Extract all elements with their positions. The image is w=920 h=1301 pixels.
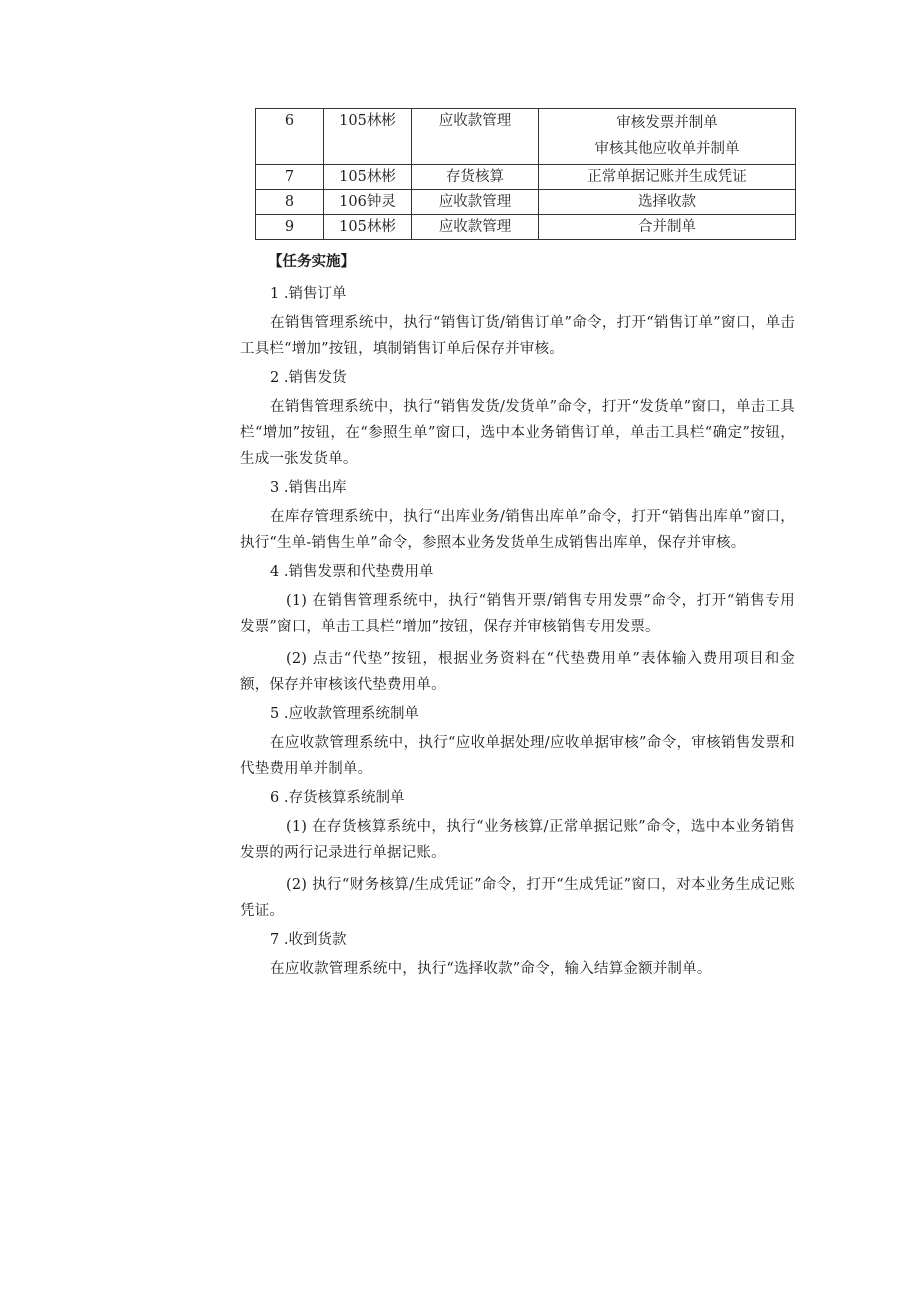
step-heading: 2 .销售发货 xyxy=(270,370,347,386)
operator: 105林彬 xyxy=(324,109,412,165)
step-paragraph: 在应收款管理系统中，执行“应收单据处理/应收单据审核”命令，审核销售发票和代垫费用单并制单。 xyxy=(240,735,795,777)
row-number: 9 xyxy=(256,215,324,240)
table-row xyxy=(256,109,796,165)
step-paragraph: (2) 点击“代垫”按钮，根据业务资料在“代垫费用单”表体输入费用项目和金额，保存并审核该代垫费用单。 xyxy=(240,651,795,693)
task-text: 审核其他应收单并制单 xyxy=(594,141,740,157)
step-paragraph: 在销售管理系统中，执行“销售发货/发货单”命令，打开“发货单”窗口，单击工具栏“增加”按钮，在“参照生单”窗口，选中本业务销售订单，单击工具栏“确定”按钮，生成一张发货单。 xyxy=(240,399,795,467)
task-implementation xyxy=(240,246,795,982)
section-title: 【任务实施】 xyxy=(268,253,355,270)
task-text: 选择收款 xyxy=(539,190,796,215)
task-table xyxy=(255,108,796,240)
step-paragraph: 在应收款管理系统中，执行“选择收款”命令，输入结算金额并制单。 xyxy=(270,961,712,977)
step-heading: 3 .销售出库 xyxy=(270,480,347,496)
step-paragraph: (2) 执行“财务核算/生成凭证”命令，打开“生成凭证”窗口，对本业务生成记账凭证。 xyxy=(240,877,795,919)
module: 存货核算 xyxy=(412,165,539,190)
task-text: 审核发票并制单 xyxy=(616,115,718,131)
operator: 105林彬 xyxy=(324,165,412,190)
step-paragraph: 在销售管理系统中，执行“销售订货/销售订单”命令，打开“销售订单”窗口，单击工具栏“增加”按钮，填制销售订单后保存并审核。 xyxy=(240,315,795,357)
task-text: 合并制单 xyxy=(539,215,796,240)
step-heading: 1 .销售订单 xyxy=(270,286,347,302)
module: 应收款管理 xyxy=(412,190,539,215)
module: 应收款管理 xyxy=(412,215,539,240)
table-row xyxy=(256,190,796,215)
module: 应收款管理 xyxy=(412,109,539,165)
task-text: 正常单据记账并生成凭证 xyxy=(539,165,796,190)
step-heading: 6 .存货核算系统制单 xyxy=(270,790,405,806)
row-number: 8 xyxy=(256,190,324,215)
operator: 106钟灵 xyxy=(324,190,412,215)
step-paragraph: 在库存管理系统中，执行“出库业务/销售出库单”命令，打开“销售出库单”窗口，执行“生单-销售生单”命令，参照本业务发货单生成销售出库单，保存并审核。 xyxy=(240,509,795,551)
step-heading: 4 .销售发票和代垫费用单 xyxy=(270,564,434,580)
task-cell xyxy=(539,109,796,165)
step-paragraph: (1) 在销售管理系统中，执行“销售开票/销售专用发票”命令，打开“销售专用发票”窗口，单击工具栏“增加”按钮，保存并审核销售专用发票。 xyxy=(240,593,795,635)
step-paragraph: (1) 在存货核算系统中，执行“业务核算/正常单据记账”命令，选中本业务销售发票的两行记录进行单据记账。 xyxy=(240,819,795,861)
table-row xyxy=(256,215,796,240)
step-heading: 5 .应收款管理系统制单 xyxy=(270,706,419,722)
row-number: 6 xyxy=(256,109,324,165)
operator: 105林彬 xyxy=(324,215,412,240)
row-number: 7 xyxy=(256,165,324,190)
step-heading: 7 .收到货款 xyxy=(270,932,347,948)
table-row xyxy=(256,165,796,190)
